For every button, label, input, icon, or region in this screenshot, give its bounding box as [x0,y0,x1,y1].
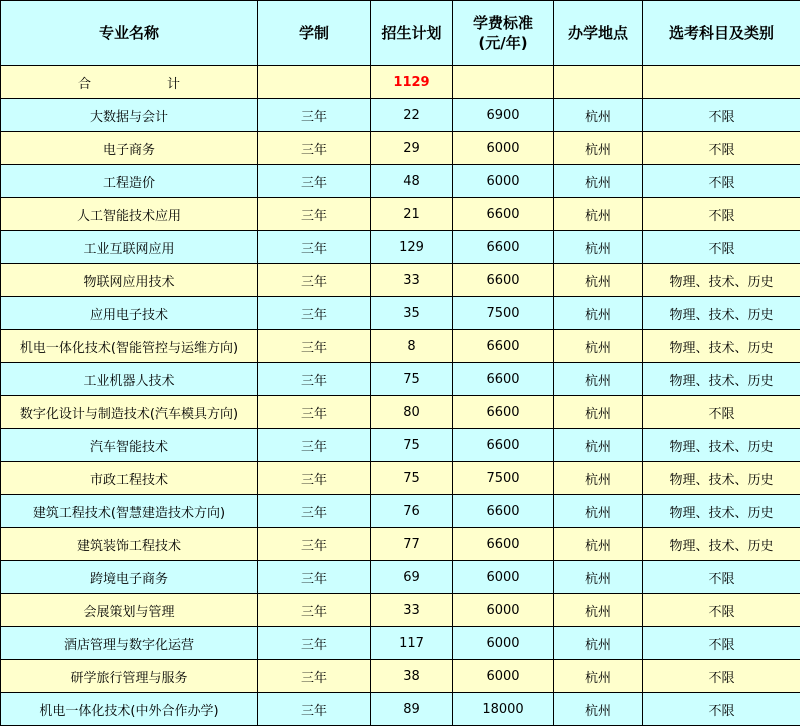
table-row [1,165,800,198]
cell-subjects: 不限 [643,561,800,594]
cell-subjects: 物理、技术、历史 [643,297,800,330]
header-fee-line2: (元/年) [478,34,528,52]
cell-location: 杭州 [554,165,643,198]
table-row [1,330,800,363]
cell-duration: 三年 [258,330,371,363]
cell-subjects: 不限 [643,627,800,660]
cell-fee: 6600 [453,363,554,396]
cell-location: 杭州 [554,594,643,627]
cell-duration: 三年 [258,396,371,429]
cell-plan: 22 [371,99,453,132]
table-row [1,462,800,495]
cell-fee: 6000 [453,594,554,627]
total-plan: 1129 [371,66,453,99]
table-row [1,561,800,594]
cell-plan: 77 [371,528,453,561]
table-row [1,594,800,627]
cell-location: 杭州 [554,462,643,495]
total-duration [258,66,371,99]
cell-major: 数字化设计与制造技术(汽车模具方向) [1,396,258,429]
total-location [554,66,643,99]
table-row [1,396,800,429]
cell-subjects: 物理、技术、历史 [643,363,800,396]
table-row [1,198,800,231]
cell-subjects: 物理、技术、历史 [643,495,800,528]
cell-fee: 7500 [453,462,554,495]
cell-duration: 三年 [258,462,371,495]
total-subjects [643,66,800,99]
table-row [1,231,800,264]
cell-plan: 21 [371,198,453,231]
table-row [1,99,800,132]
cell-location: 杭州 [554,528,643,561]
header-major: 专业名称 [1,1,258,66]
cell-plan: 8 [371,330,453,363]
cell-location: 杭州 [554,429,643,462]
cell-major: 工业互联网应用 [1,231,258,264]
total-row [1,66,800,99]
cell-fee: 6000 [453,561,554,594]
cell-location: 杭州 [554,693,643,726]
cell-fee: 6600 [453,528,554,561]
header-fee [453,1,554,66]
total-fee [453,66,554,99]
total-label-left: 合 [77,76,91,92]
cell-subjects: 不限 [643,660,800,693]
cell-plan: 76 [371,495,453,528]
table-row [1,495,800,528]
cell-duration: 三年 [258,627,371,660]
header-location: 办学地点 [554,1,643,66]
table-row [1,132,800,165]
cell-plan: 117 [371,627,453,660]
cell-major: 市政工程技术 [1,462,258,495]
cell-subjects: 不限 [643,132,800,165]
cell-fee: 6000 [453,627,554,660]
cell-plan: 69 [371,561,453,594]
cell-duration: 三年 [258,363,371,396]
header-plan: 招生计划 [371,1,453,66]
cell-plan: 35 [371,297,453,330]
cell-major: 建筑工程技术(智慧建造技术方向) [1,495,258,528]
cell-fee: 6900 [453,99,554,132]
header-fee-line1: 学费标准 [472,14,533,32]
cell-location: 杭州 [554,627,643,660]
cell-plan: 89 [371,693,453,726]
cell-fee: 6600 [453,330,554,363]
cell-fee: 18000 [453,693,554,726]
table-row [1,297,800,330]
cell-major: 人工智能技术应用 [1,198,258,231]
cell-major: 酒店管理与数字化运营 [1,627,258,660]
cell-major: 应用电子技术 [1,297,258,330]
cell-location: 杭州 [554,396,643,429]
cell-location: 杭州 [554,198,643,231]
cell-location: 杭州 [554,99,643,132]
cell-plan: 33 [371,594,453,627]
cell-duration: 三年 [258,561,371,594]
table-row [1,528,800,561]
cell-plan: 38 [371,660,453,693]
cell-plan: 29 [371,132,453,165]
cell-major: 电子商务 [1,132,258,165]
cell-duration: 三年 [258,198,371,231]
cell-duration: 三年 [258,231,371,264]
cell-fee: 6600 [453,198,554,231]
cell-location: 杭州 [554,660,643,693]
cell-plan: 129 [371,231,453,264]
table-row [1,429,800,462]
total-label [1,66,258,99]
table-row [1,693,800,726]
cell-plan: 75 [371,429,453,462]
cell-major: 汽车智能技术 [1,429,258,462]
cell-major: 工业机器人技术 [1,363,258,396]
cell-fee: 6600 [453,495,554,528]
table-row [1,264,800,297]
cell-fee: 6000 [453,165,554,198]
cell-subjects: 物理、技术、历史 [643,330,800,363]
cell-fee: 6600 [453,396,554,429]
cell-major: 物联网应用技术 [1,264,258,297]
cell-plan: 48 [371,165,453,198]
cell-plan: 75 [371,363,453,396]
cell-plan: 75 [371,462,453,495]
cell-location: 杭州 [554,132,643,165]
cell-subjects: 不限 [643,594,800,627]
cell-duration: 三年 [258,99,371,132]
cell-fee: 6000 [453,132,554,165]
cell-location: 杭州 [554,231,643,264]
cell-duration: 三年 [258,693,371,726]
cell-duration: 三年 [258,264,371,297]
cell-subjects: 物理、技术、历史 [643,528,800,561]
header-subjects: 选考科目及类别 [643,1,800,66]
cell-major: 建筑装饰工程技术 [1,528,258,561]
cell-location: 杭州 [554,495,643,528]
cell-location: 杭州 [554,330,643,363]
cell-major: 机电一体化技术(智能管控与运维方向) [1,330,258,363]
cell-duration: 三年 [258,429,371,462]
header-duration: 学制 [258,1,371,66]
cell-subjects: 物理、技术、历史 [643,264,800,297]
cell-location: 杭州 [554,363,643,396]
cell-fee: 7500 [453,297,554,330]
cell-location: 杭州 [554,264,643,297]
cell-subjects: 物理、技术、历史 [643,429,800,462]
cell-subjects: 不限 [643,396,800,429]
cell-subjects: 不限 [643,693,800,726]
header-row [1,1,800,66]
cell-major: 会展策划与管理 [1,594,258,627]
cell-plan: 33 [371,264,453,297]
cell-fee: 6600 [453,429,554,462]
cell-fee: 6000 [453,660,554,693]
total-label-right: 计 [167,76,181,92]
cell-duration: 三年 [258,495,371,528]
cell-subjects: 不限 [643,198,800,231]
cell-fee: 6600 [453,264,554,297]
cell-subjects: 不限 [643,165,800,198]
cell-location: 杭州 [554,561,643,594]
cell-duration: 三年 [258,660,371,693]
cell-subjects: 不限 [643,99,800,132]
cell-duration: 三年 [258,528,371,561]
cell-fee: 6600 [453,231,554,264]
cell-major: 大数据与会计 [1,99,258,132]
cell-duration: 三年 [258,132,371,165]
table-row [1,363,800,396]
cell-major: 机电一体化技术(中外合作办学) [1,693,258,726]
cell-duration: 三年 [258,165,371,198]
cell-major: 研学旅行管理与服务 [1,660,258,693]
cell-plan: 80 [371,396,453,429]
cell-major: 跨境电子商务 [1,561,258,594]
table-row [1,627,800,660]
table-row [1,660,800,693]
cell-subjects: 物理、技术、历史 [643,462,800,495]
cell-subjects: 不限 [643,231,800,264]
cell-major: 工程造价 [1,165,258,198]
cell-duration: 三年 [258,594,371,627]
cell-duration: 三年 [258,297,371,330]
cell-location: 杭州 [554,297,643,330]
